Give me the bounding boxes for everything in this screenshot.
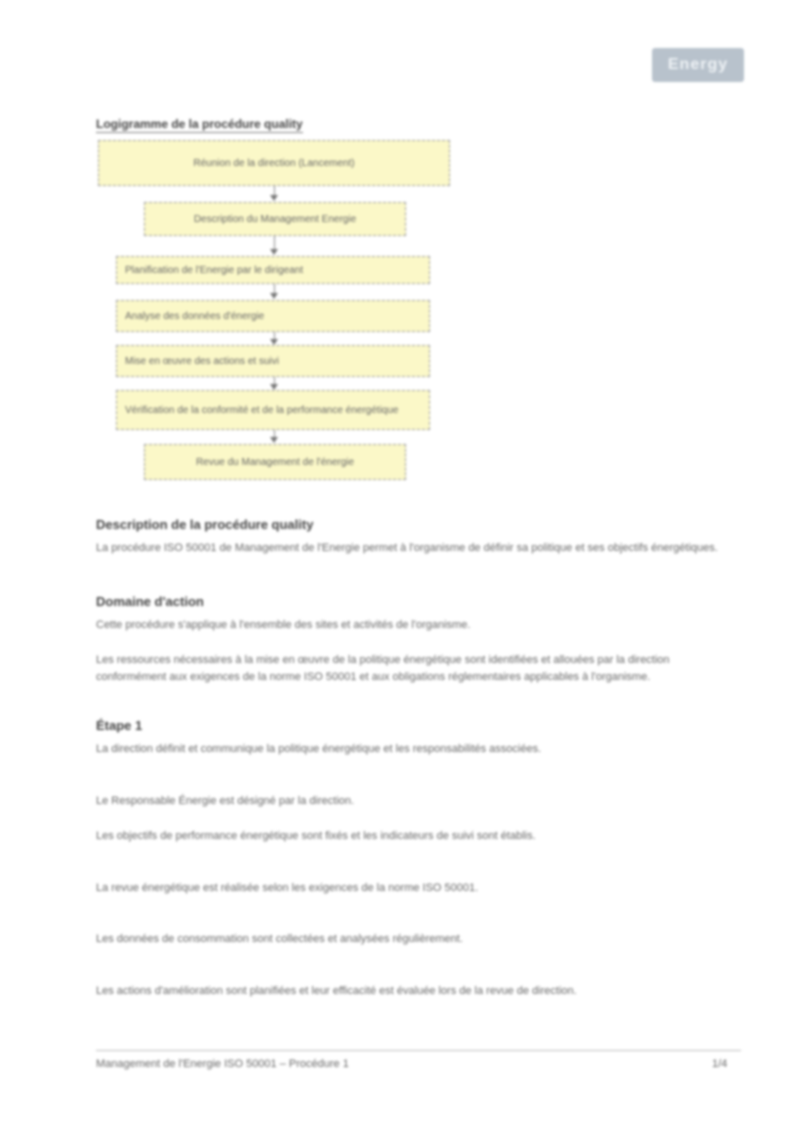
footer-document-name: Management de l'Energie ISO 50001 – Procédure 1: [96, 1058, 349, 1070]
flow-step: Revue du Management de l'énergie: [144, 444, 406, 480]
paragraph: Cette procédure s'applique à l'ensemble des sites et activités de l'organisme.: [96, 619, 471, 631]
section-heading: Étape 1: [96, 718, 143, 733]
paragraph: Les objectifs de performance énergétique sont fixés et les indicateurs de suivi sont établis.: [96, 830, 536, 842]
section-heading: Domaine d'action: [96, 594, 204, 609]
energy-badge: Energy: [652, 48, 744, 82]
paragraph: La procédure ISO 50001 de Management de l'Energie permet à l'organisme de définir sa politique et ses objectifs énergétiques.: [96, 542, 718, 554]
flow-arrow: [270, 249, 278, 255]
flow-arrow: [270, 293, 278, 299]
paragraph: Le Responsable Énergie est désigné par la direction.: [96, 795, 355, 807]
flow-step: Analyse des données d'énergie: [116, 300, 430, 332]
paragraph: La direction définit et communique la politique énergétique et les responsabilités associées.: [96, 743, 542, 755]
flow-connector: [274, 236, 275, 250]
paragraph: Les données de consommation sont collectées et analysées régulièrement.: [96, 933, 463, 945]
paragraph: La revue énergétique est réalisée selon les exigences de la norme ISO 50001.: [96, 882, 479, 894]
paragraph: Les actions d'amélioration sont planifiées et leur efficacité est évaluée lors de la revue de direction.: [96, 985, 577, 997]
footer-divider: [96, 1050, 741, 1051]
footer-page-number: 1/4: [712, 1058, 728, 1070]
paragraph: Les ressources nécessaires à la mise en œuvre de la politique énergétique sont identifiées et allouées par la direction conformément aux exigences de la norme ISO 50001 et aux obligations réglementaires applicables à l'organisme.: [96, 654, 670, 683]
flow-arrow: [270, 437, 278, 443]
flow-step: Mise en œuvre des actions et suivi: [116, 345, 430, 377]
flow-step: Réunion de la direction (Lancement): [98, 140, 450, 186]
flow-step: Vérification de la conformité et de la performance énergétique: [116, 390, 430, 430]
flow-step: Planification de l'Energie par le dirigeant: [116, 256, 430, 284]
section-heading: Description de la procédure quality: [96, 517, 314, 532]
flow-step: Description du Management Energie: [144, 202, 406, 236]
flowchart-title: Logigramme de la procédure quality: [96, 117, 303, 131]
flow-arrow: [270, 195, 278, 201]
